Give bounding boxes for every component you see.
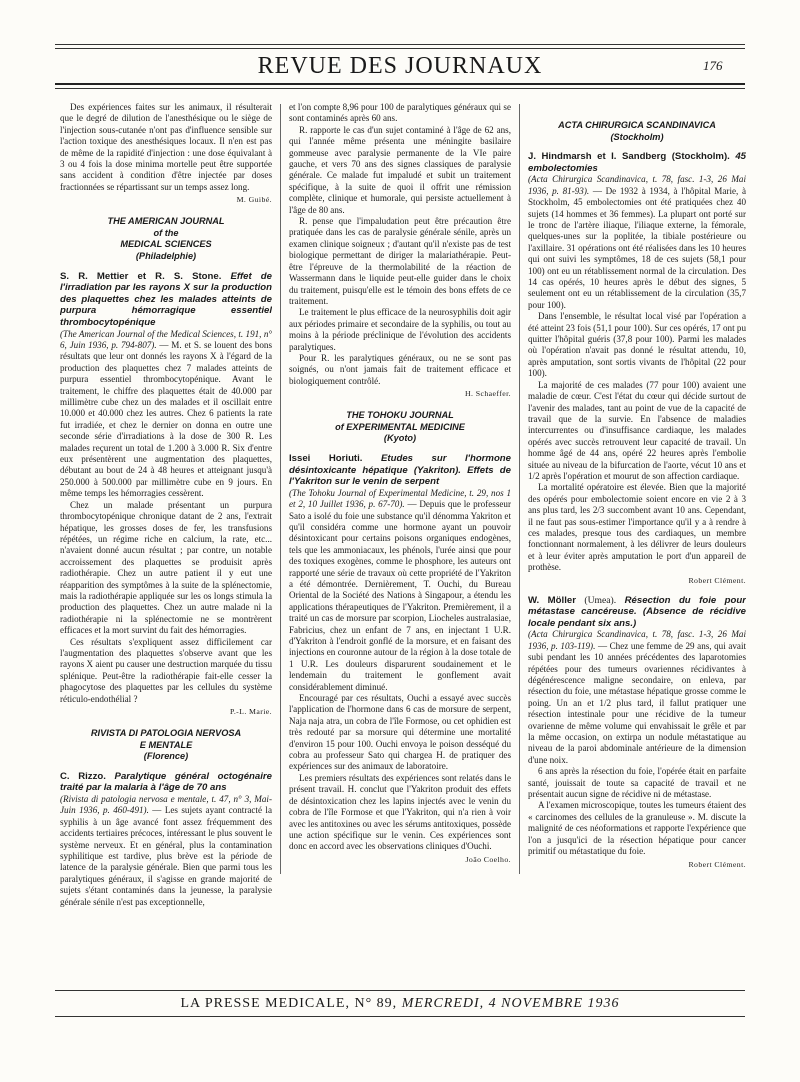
header-rule-bottom — [55, 83, 745, 85]
article-title-moller — [528, 595, 746, 630]
article-signature: H. Schaeffer. — [465, 389, 511, 399]
article-authors: C. Rizzo. — [60, 770, 106, 782]
article-body: (The Tohoku Journal of Experimental Medicine, t. 29, nos 1 et 2, 10 Juillet 1936, p. 67-70). — Depuis que le professeur Sato a isolé du foie une substance qu'il dénomma Yakriton et qu'il considéra comme une hormone ayant un pouvoir désintoxicant pour certains poisons organiques endogènes, tels que les ammoniacaux, les phénols, l'urée ainsi que pour des toxiques exogènes, comme le phosphore, les auteurs ont rapporté une série de travaux où cette propriété de l'Yakriton a été démontrée. Dernièrement, T. Ouchi, du Bureau Oriental de la Société des Nations à Singapour, a étendu les applications thérapeutiques de l'Yakriton. Premièrement, il a traité un cas de morsure par scorpion, Liocheles australasiae, Fabricius, chez un enfant de 7 ans, en injectant 1 U.R. d'Yakriton à l'endroit gonflé de la morsure, et en faisant des injections en couronne autour de la région à la dose totale de 1 U.R. Les douleurs disparurent soudainement et le lendemain du traitement le gonflement avait considérablement diminué. — [289, 487, 511, 692]
column-divider-1 — [280, 104, 281, 874]
article-body: Pour R. les paralytiques généraux, ou ne se sont pas soignés, ou n'ont jamais fait de traitement efficace et biologiquement contrôlé. — [289, 352, 511, 386]
article-body: Chez un malade présentant un purpura thrombocytopénique chronique datant de 2 ans, l'extrait hépatique, les grosses doses de fer, les transfusions répétées, un régime riche en calcium, la rate, etc... n'avaient donné aucun résultat ; par contre, un notable accroissement des plaquettes se produisit après radiothérapie. Chez un autre patient il y eut une réapparition des symptômes à la suite de la splénectomie, mais la radiothérapie appliquée sur les os longs stimula la production des plaquettes. Chez un autre malade ni la radiothérapie ni la splénectomie ne se montrèrent efficaces et la mort survint du fait des hémorragies. — [60, 499, 272, 636]
article-body: A l'examen microscopique, toutes les tumeurs étaient des « carcinomes des cellules de la granuleuse ». M. discute la malignité de ces néoformations et rapporte l'expérience que l'on a jusqu'ici de la résection hépatique pour cancer primitif ou métastatique du foie. — [528, 800, 746, 857]
article-body: et l'on compte 8,96 pour 100 de paralytiques généraux qui se sont contaminés après 60 ans. — [289, 102, 511, 124]
page-title: REVUE DES JOURNAUX — [257, 53, 543, 79]
page-footer — [0, 996, 800, 1012]
article-authors: S. R. Mettier et R. S. Stone. — [60, 270, 222, 282]
intro-paragraph: Des expériences faites sur les animaux, il résulterait que le degré de dilution de l'anesthésique ou le siège de l'injection sous-cutanée n'ont pas d'influence sensible sur l'action toxique des anesthésiques locaux. Il n'en est pas de même de la rapidité d'injection : une dose équivalant à 3 ou 4 fois la dose minima mortelle peut être supportée sans accident à condition d'être injectée par doses fractionnées se répartissant sur un temps assez long. — [60, 102, 272, 192]
column-3 — [528, 102, 746, 922]
article-title-text: Paralytique général octogénaire traité par la malaria à l'âge de 70 ans — [60, 770, 272, 794]
column-2 — [289, 102, 511, 922]
article-body: R. pense que l'impaludation peut être précaution être pratiquée dans les cas de paralysie générale sénile, après un examen clinique soigneux ; d'autant qu'il n'existe pas de test biologique permettant de diriger la malariathérapie. Peut-être l'épreuve de la thermolabilité de la réaction de Wassermann dans le liquide peut-elle guider dans le choix du traitement, puisqu'elle est le témoin des bons effets de ce traitement. — [289, 216, 511, 306]
page-number: 176 — [703, 58, 723, 73]
article-title-text: 45 embolectomies — [528, 151, 746, 174]
article-title-text: Résection du foie pour métastase cancéreuse. (Absence de récidive locale pendant six ans.) — [528, 594, 746, 629]
article-body: Encouragé par ces résultats, Ouchi a essayé avec succès l'application de l'hormone dans 6 cas de morsure de serpent, Naja naja atra, un cobra de l'île Formose, ou cet ophidien est très redouté par sa morsure qui détermine une mortalité d'environ 15 pour 100. Ouchi envoya le poison desséqué du cobra au professeur Sato qui chargea H. de pratiquer des expériences sur des animaux de laboratoire. — [289, 693, 511, 772]
article-body: (Acta Chirurgica Scandinavica, t. 78, fasc. 1-3, 26 Mai 1936, p. 103-119). — Chez une femme de 29 ans, qui avait subi pendant les 10 années précédentes des laparotomies répétées pour des tumeurs ovariennes récidivantes à dégénérescence maligne secondaire, on enleva, par résection du foie, une métastase hépatique grosse comme le poing. Un an et 1/2 plus tard, il fallut pratiquer une résection intestinale pour une récidive de la tumeur ovarienne de même volume qui envahissait le grêle et par la même occasion, on extirpa un nodule métastatique au niveau de la paroi abdominale antérieure de la dimension d'une noix. — [528, 629, 746, 765]
article-title-text: Etudes sur l'hormone désintoxicante hépatique (Yakriton). Effets de l'Yakriton sur le venin de serpent — [289, 452, 511, 488]
article-body: (The American Journal of the Medical Sciences, t. 191, n° 6, Juin 1936, p. 794-807). — M. et S. se louent des bons résultats que leur ont donnés les rayons X à l'égard de la production des plaquettes chez 7 malades atteints de purpura essentiel thrombocytopénique. Avant le traitement, le chiffre des plaquettes était de 40.000 par millimètre cube chez un des malades et il oscillait entre 10.000 et 40.000 chez les autres. Chez 6 patients la rate fut irradiée, et chez le dernier on donna en outre une seconde série d'irradiations à la dose de 300 R. Les malades reçurent un total de 1.200 à 3.000 R. Six d'entre eux présentèrent une augmentation des plaquettes, débutant au bout de 24 à 48 heures et atteignant jusqu'à 250.000 à 500.000 par millimètre cube en 9 jours. En même temps les hémorragies cessèrent. — [60, 328, 272, 499]
article-body: Le traitement le plus efficace de la neurosyphilis doit agir aux périodes primaire et secondaire de la syphilis, ou tout au moins à la période préclinique de l'évolution des accidents paralytiques. — [289, 307, 511, 352]
footer-rule — [55, 990, 745, 991]
article-authors: Issei Horiuti. — [289, 452, 363, 464]
header-rule-bottom-2 — [55, 88, 745, 89]
article-authors: W. Möller — [528, 594, 576, 606]
footer-rule-bottom — [55, 1016, 745, 1017]
column-divider-2 — [519, 104, 520, 874]
article-body: La majorité de ces malades (77 pour 100) avaient une maladie de cœur. C'est l'état du cœur qui décide surtout de l'avenir des malades, tant au point de vue de la capacité de travail que de la survie. En l'absence de maladies intercurrentes ou d'insuffisance cardiaque, les malades opérés avec succès retrouvent leur capacité de travail. Un homme âgé de 44 ans, opéré 22 heures après l'embolie située au niveau de la bifurcation de l'aorte, vécut 10 ans et 1/2 après l'opération et mourut de son affection cardiaque. — [528, 379, 746, 481]
article-signature: João Coelho. — [465, 854, 511, 864]
footer-date: MERCREDI, 4 NOVEMBRE 1936 — [401, 996, 620, 1011]
article-signature: Robert Clément. — [688, 859, 746, 869]
article-body: (Rivista di patologia nervosa e mentale, t. 47, n° 3, Mai-Juin 1936, p. 460-491). — Les sujets ayant contracté la syphilis à un âge avancé font assez fréquemment des accidents tertiaires précoces, intéressant le plus souvent le système nerveux. Et en général, plus la contamination syphilitique est tardive, plus brève est la période de latence de la paralysie générale. Bien que parmi tous les paralytiques généraux, il s'agisse en grande majorité de sujets s'étant contaminés dans la jeunesse, la paralysie générale sénile n'est pas exceptionnelle, — [60, 793, 272, 907]
journal-heading-rivista: RIVISTA DI PATOLOGIA NERVOSA E MENTALE (Florence) — [90, 728, 242, 762]
article-title-text: Effet de l'irradiation par les rayons X sur la production des plaquettes chez les malades atteints de purpura hémorragique essentiel thrombocytopénique — [60, 270, 272, 328]
footer-journal: LA PRESSE MEDICALE, N° 89, — [180, 996, 398, 1011]
article-body: Dans l'ensemble, le résultat local visé par l'opération a été atteint 23 fois (51,1 pour 100). Sur ces opérés, 17 ont pu quitter l'hôpital guéris (37,8 pour 100). Parmi les malades où l'opération n'avait pas donné le résultat attendu, 10, après amputation, sont sortis vivants de l'hôpital (22 pour 100). — [528, 311, 746, 379]
article-authors: J. Hindmarsh et I. Sandberg (Stockholm). — [528, 151, 730, 163]
article-signature: P.-L. Marie. — [229, 707, 272, 716]
article-body: Les premiers résultats des expériences sont relatés dans le présent travail. H. conclut que l'Yakriton produit des effets de désintoxication chez les lapins injectés avec le venin du cobra de l'île Formose et que l'Yakriton, qui n'a rien à voir avec les antitoxines ou avec les sérums antitoxiques, possède une action spécifique sur le venin. Ces expériences sont donc en accord avec les observations cliniques d'Ouchi. — [289, 772, 511, 852]
article-title-horiuti — [289, 453, 511, 488]
article-body: Ces résultats s'expliquent assez difficilement car l'augmentation des plaquettes s'observe avant que les rayons X aient pu causer une destruction marquée du tissu splénique. Peut-être la radiothérapie fait-elle cesser la phagocytose des plaquettes par les cellules du système réticulo-endothélial ? — [60, 636, 272, 704]
intro-signature: M. Guibé. — [236, 195, 272, 205]
article-title-mettier — [60, 271, 272, 329]
article-signature: Robert Clément. — [688, 575, 746, 585]
journal-heading-acta: ACTA CHIRURGICA SCANDINAVICA (Stockholm) — [558, 120, 716, 142]
article-body: R. rapporte le cas d'un sujet contaminé à l'âge de 62 ans, qui l'année même présenta une méningite basilaire gommeuse avec paralysie permanente de la VIe paire gauche, et vers 70 ans des signes classiques de paralysie générale. Ce malade fut impaludé et subit un traitement spécifique, à la suite de quoi il offrit une rémission complète, clinique et humorale, qui persiste actuellement à l'âge de 80 ans. — [289, 124, 511, 215]
header-rule-top — [55, 44, 745, 45]
article-body: (Acta Chirurgica Scandinavica, t. 78, fasc. 1-3, 26 Mai 1936, p. 81-93). — De 1932 à 1934, à l'hôpital Marie, à Stockholm, 45 embolectomies ont été pratiquées chez 40 sujets (14 hommes et 36 femmes). La plupart ont porté sur le tronc de l'artère iliaque, l'iliaque externe, la fémorale, quelques-unes sur la poplitée, la tibiale postérieure ou l'axillaire. 31 opérations ont été réalisées dans les 10 heures qui ont suivi les symptômes, 18 de ces sujets (58,1 pour 100) ont eu un rétablissement normal de la circulation. Des 14 cas opérés, 10 heures après le début des signes, 5 seulement ont eu un rétablissement de la circulation (35,7 pour 100). — [528, 174, 746, 310]
article-body: 6 ans après la résection du foie, l'opérée était en parfaite santé, jouissait de toute sa capacité de travail et ne présentait aucun signe de récidive ni de métastase. — [528, 766, 746, 800]
header-rule-top-2 — [55, 48, 745, 49]
article-location: (Umea). — [584, 594, 617, 606]
article-title-hindmarsh — [528, 151, 746, 174]
column-1 — [60, 102, 272, 922]
article-title-rizzo — [60, 771, 272, 794]
journal-heading-american: THE AMERICAN JOURNAL of the MEDICAL SCIENCES (Philadelphie) — [107, 216, 225, 262]
article-body: La mortalité opératoire est élevée. Bien que la majorité des opérés pour embolectomie soient encore en vie 2 à 3 ans plus tard, les 2/3 succombent avant 10 ans. Cependant, il ne faut pas sous-estimer l'importance qu'il y a à rendre à ces malades, presque tous des cardiaques, un membre fonctionnant normalement, à les délivrer de leurs douleurs et à leur éviter après amputation le port d'un appareil de prothèse. — [528, 482, 746, 573]
journal-heading-tohoku: THE TOHOKU JOURNAL of EXPERIMENTAL MEDICINE (Kyoto) — [335, 410, 465, 444]
